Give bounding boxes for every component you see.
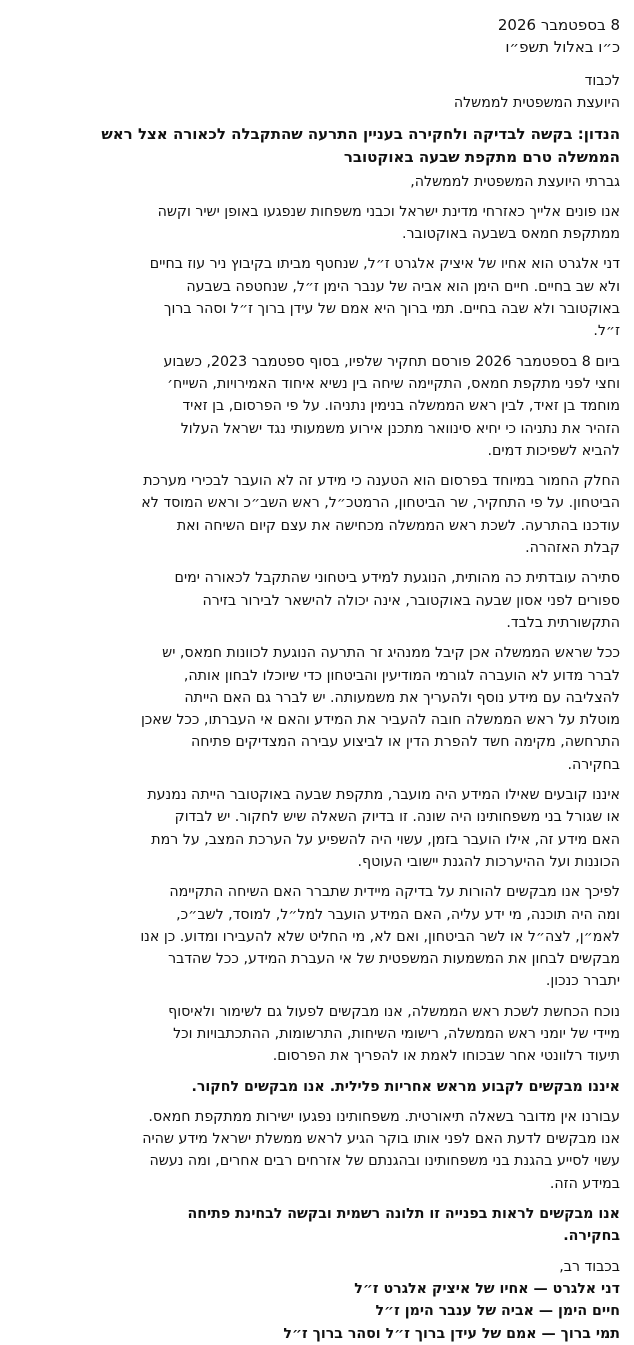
paragraph-line: התרחשה, מקימה חשד להפרת הדין או לביצוע עבירה המצדיקים פתיחה (191, 734, 620, 751)
paragraph-line: ככל שראש הממשלה אכן קיבל ממנהיג זר התרעה הנוגעת לכוונות חמאס, יש (162, 645, 620, 662)
paragraph (22, 881, 620, 992)
paragraph-line: עבורנו אין מדובר בשאלה תיאורטית. משפחותינו נפגעו ישירות ממתקפת חמאס. (148, 1108, 620, 1125)
paragraph-line: לאמ״ן, לצה״ל או לשר הביטחון, ואם לא, מי החליט שלא להעבירו ומדוע. כן אנו (140, 928, 620, 945)
paragraph-line: האם מידע זה, אילו הועבר בזמן, עשוי היה להשפיע על הערכת המצב, על רמת (151, 831, 620, 848)
subject (22, 123, 620, 169)
paragraph-line: אנו מבקשים לראות בפנייה זו תלונה רשמית ובקשה לבחינת פתיחה (187, 1206, 620, 1223)
gregorian-date: 8 בספטמבר 2026 (497, 16, 620, 34)
paragraph-line: ולא שב בחיים. חיים הימן הוא אביה של ענבר הימן ז״ל, שנחטפה בשבעה (186, 278, 620, 295)
paragraph-line: ביום 8 בספטמבר 2026 פורסם תחקיר שלפיו, בסוף ספטמבר 2023, כשבוע (163, 353, 620, 370)
paragraph-line: להביא לשפיכות דמים. (487, 442, 620, 459)
addressee: היועצת המשפטית לממשלה (453, 95, 620, 112)
paragraph-line: נוכח הכחשת לשכת ראש הממשלה, אנו מבקשים לפעול גם לשימור ולאיסוף (168, 1003, 620, 1020)
paragraph-line: תיעוד רלוונטי אחר שבכוחו לאמת או להפריך את הפרסום. (272, 1048, 620, 1065)
paragraph (22, 642, 620, 776)
paragraph-line: עודכנו בהתרעה. לשכת ראש הממשלה מכחישה את עצם קיום השיחה ואת (176, 517, 620, 534)
signature-line: תמי ברוך — אמם של עידן ברוך ז״ל וסהר ברוך ז״ל (283, 1325, 620, 1342)
paragraph-line: אנו מבקשים לדעת האם לפני אותו בוקר הגיע לראש ממשלת ישראל מידע שהיה (142, 1131, 620, 1148)
paragraph (22, 1001, 620, 1068)
to-line: לכבוד (584, 73, 620, 89)
paragraph-line: יתברר כנכון. (545, 973, 620, 990)
hebrew-date: כ״ו באלול תשפ״ו (505, 38, 620, 56)
salutation: גברתי היועצת המשפטית לממשלה, (410, 173, 620, 190)
paragraph-line: במידע הזה. (549, 1175, 620, 1192)
paragraph-line: איננו מבקשים לקבוע מראש אחריות פלילית. אנו מבקשים לחקור. (191, 1078, 620, 1095)
paragraph (22, 351, 620, 462)
paragraph (22, 1203, 620, 1248)
paragraph (22, 470, 620, 559)
paragraph (22, 1076, 620, 1098)
paragraph-line: עשוי לסייע בהגנת בני משפחותינו ובהגנתם של אזרחים רבים אחרים, ומה נעשה (149, 1153, 620, 1170)
paragraph-line: לברר מדוע לא הועברה לגורמי המודיעין והביטחון כדי שיוכלו לבחון אותה, (183, 667, 620, 684)
paragraph-line: בחקירה. (567, 756, 620, 773)
paragraph-line: התקשורתית בלבד. (506, 614, 620, 631)
subject-line: הממשלה טרם מתקפת שבעה באוקטובר (343, 147, 620, 166)
paragraph-line: איננו קובעים שאילו המידע היה מועבר, מתקפת שבעה באוקטובר הייתה נמנעת (147, 787, 620, 804)
paragraph-line: מוחמד בן זאיד, לבין ראש הממשלה בנימין נתניהו. על פי הפרסום, בן זאיד (182, 398, 620, 415)
paragraph-line: הביטחון. על פי התחקיר, שר הביטחון, הרמטכ״ל, ראש השב״כ וראש המוסד לא (141, 495, 620, 512)
letter-body (22, 201, 620, 1256)
signature-block (22, 1278, 620, 1345)
paragraph (22, 784, 620, 873)
paragraph-line: בחקירה. (563, 1228, 620, 1245)
paragraph-line: מוטלת על ראש הממשלה חובה להעביר את המידע והאם אי העברתו, ככל שאכן (140, 712, 620, 729)
paragraph-line: וחצי לפני מתקפת חמאס, התקיימה שיחה בין נשיא איחוד האמירויות, השייח׳ (167, 375, 620, 392)
signature-line: דני אלגרט — אחיו של איציק אלגרט ז״ל (354, 1280, 620, 1297)
paragraph-line: להצליבה עם מידע נוסף ולהעריך את משמעותה. יש לברר גם האם הייתה (184, 689, 620, 706)
paragraph (22, 253, 620, 342)
paragraph-line: ומה היה תוכנה, מי ידע עליה, האם המידע הועבר למל״ל, למוסד, לשב״כ, (176, 906, 620, 923)
paragraph (22, 1106, 620, 1195)
signature-line: חיים הימן — אביה של ענבר הימן ז״ל (375, 1303, 620, 1320)
closing: בכבוד רב, (559, 1258, 620, 1275)
paragraph-line: מיידי של יומני ראש הממשלה, רישומי השיחות, התרשומות, ההתכתבויות וכל (173, 1025, 620, 1042)
paragraph-line: קבלת האזהרה. (525, 540, 620, 557)
paragraph (22, 567, 620, 634)
paragraph-line: לפיכך אנו מבקשים להורות על בדיקה מיידית שתברר האם השיחה התקיימה (169, 884, 620, 901)
paragraph-line: דני אלגרט הוא אחיו של איציק אלגרט ז״ל, שנחטף מביתו בקיבוץ ניר עוז בחיים (149, 256, 620, 273)
paragraph-line: ז״ל. (593, 323, 620, 340)
paragraph-line: ממתקפת חמאס בשבעה באוקטובר. (402, 226, 620, 243)
paragraph-line: החלק החמור במיוחד בפרסום הוא הטענה כי מידע זה לא הועבר לבכירי מערכת (143, 473, 620, 490)
paragraph-line: הזהיר את נתניהו כי יחיא סינוואר מתכנן אירוע משמעותי נגד ישראל העלול (180, 420, 620, 437)
paragraph-line: הכוננות ועל ההיערכות להגנת יישובי העוטף. (357, 853, 620, 870)
paragraph-line: מבקשים לבחון את המשמעות המשפטית של אי העברת המידע, ככל שהדבר (168, 951, 620, 968)
paragraph-line: סתירה עובדתית כה מהותית, הנוגעת למידע ביטחוני שהתקבל לכאורה ימים (174, 570, 620, 587)
paragraph-line: ספורים לפני אסון שבעה באוקטובר, אינה יכולה להישאר לבירור בזירה (202, 592, 620, 609)
paragraph-line: אנו פונים אלייך כאזרחי מדינת ישראל וכבני משפחות שנפגעו באופן ישיר וקשה (157, 203, 620, 220)
subject-line: הנדון: בקשה לבדיקה ולחקירה בעניין התרעה שהתקבלה לכאורה אצל ראש (101, 124, 620, 143)
paragraph-line: או שגורל בני משפחותינו היה שונה. זו בדיוק השאלה שיש לחקור. יש לבדוק (174, 809, 620, 826)
paragraph (22, 201, 620, 246)
paragraph-line: באוקטובר ולא שבה בחיים. תמי ברוך היא אמם של עידן ברוך ז״ל וסהר ברוך (163, 301, 620, 318)
